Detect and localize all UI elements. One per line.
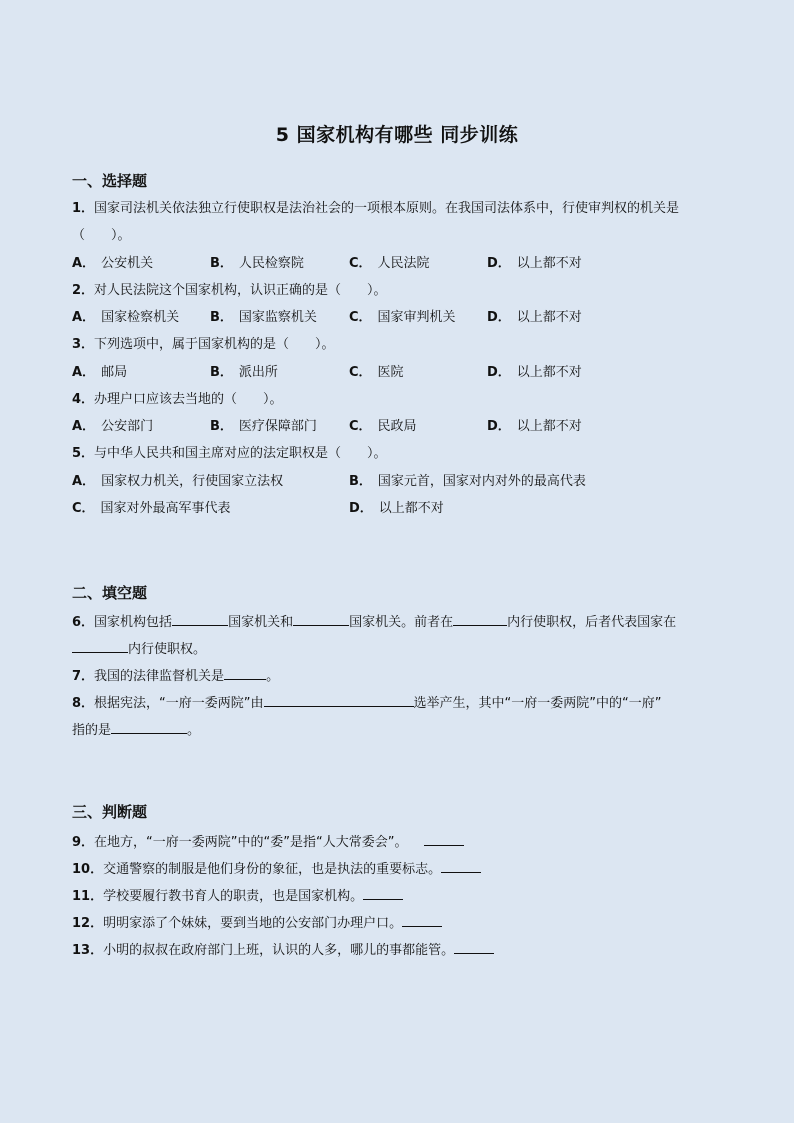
question-number: 4．: [72, 392, 95, 407]
option-letter: D．: [487, 256, 511, 271]
option-text: 人民检察院: [238, 256, 304, 271]
question-text: 小明的叔叔在政府部门上班，认识的人多，哪儿的事都能管。: [103, 943, 455, 958]
option-letter: C．: [349, 256, 372, 271]
option-text: 医疗保障部门: [238, 419, 317, 434]
option-d: [487, 418, 582, 436]
question-6: [72, 612, 676, 632]
option-text: 以上都不对: [378, 501, 444, 516]
option-text: 国家对外最高军事代表: [100, 501, 231, 516]
option-letter: C．: [349, 365, 372, 380]
option-letter: D．: [349, 501, 373, 516]
option-letter: C．: [349, 310, 372, 325]
option-c: [72, 500, 231, 518]
answer-blank[interactable]: [224, 666, 266, 680]
page-title: 5 国家机构有哪些 同步训练: [275, 124, 519, 146]
question-4-options: [72, 418, 732, 436]
question-1-continuation: （ ）。: [72, 228, 131, 243]
question-text: 对人民法院这个国家机构，认识正确的是（ ）。: [94, 283, 387, 298]
question-text: 国家机关。前者在: [349, 615, 454, 630]
option-b: [210, 255, 304, 273]
option-d: [349, 500, 444, 518]
option-letter: D．: [487, 419, 511, 434]
question-text: 内行使职权，后者代表国家在: [507, 615, 677, 630]
option-text: 国家监察机关: [238, 310, 317, 325]
answer-blank[interactable]: [363, 886, 403, 900]
option-letter: B．: [349, 474, 372, 489]
question-1-options: [72, 255, 732, 273]
question-8-continuation: [72, 720, 200, 740]
option-text: 国家权力机关，行使国家立法权: [101, 474, 284, 489]
question-text: 选举产生，其中“一府一委两院”中的“一府”: [413, 696, 662, 711]
question-number: 3．: [72, 337, 95, 352]
question-6-continuation: [72, 639, 206, 659]
option-letter: A．: [72, 419, 96, 434]
question-text: 交通警察的制服是他们身份的象征，也是执法的重要标志。: [103, 862, 442, 877]
question-text: 内行使职权。: [128, 642, 207, 657]
option-d: [487, 364, 582, 382]
question-text: 在地方，“一府一委两院”中的“委”是指“人大常委会”。: [94, 835, 414, 850]
question-number: 8．: [72, 696, 95, 711]
option-c: [349, 364, 404, 382]
section-heading-judge: 三、判断题: [72, 803, 148, 821]
question-3: [72, 336, 335, 354]
option-text: 医院: [377, 365, 404, 380]
option-letter: B．: [210, 256, 233, 271]
option-d: [487, 255, 582, 273]
question-5-options-row-2: [72, 500, 732, 518]
question-text: 国家机关和: [228, 615, 294, 630]
question-text: 。: [266, 669, 280, 684]
option-d: [487, 309, 582, 327]
option-text: 以上都不对: [516, 419, 582, 434]
option-text: 公安机关: [101, 256, 154, 271]
question-13: [72, 940, 494, 960]
question-3-options: [72, 364, 732, 382]
question-9: [72, 832, 464, 852]
option-a: [72, 418, 153, 436]
option-letter: C．: [349, 419, 372, 434]
question-12: [72, 913, 442, 933]
option-letter: A．: [72, 365, 96, 380]
question-11: [72, 886, 403, 906]
option-text: 以上都不对: [516, 310, 582, 325]
question-text: 国家司法机关依法独立行使职权是法治社会的一项根本原则。在我国司法体系中，行使审判权的机关是: [94, 201, 680, 216]
answer-blank[interactable]: [293, 612, 349, 626]
answer-blank[interactable]: [172, 612, 228, 626]
option-letter: A．: [72, 474, 96, 489]
question-text: 根据宪法，“一府一委两院”由: [94, 696, 264, 711]
option-letter: B．: [210, 419, 233, 434]
answer-blank[interactable]: [424, 832, 464, 846]
question-5: [72, 445, 387, 463]
question-4: [72, 391, 283, 409]
option-b: [210, 309, 317, 327]
option-text: 国家检察机关: [101, 310, 180, 325]
option-letter: C．: [72, 501, 95, 516]
option-b: [210, 364, 278, 382]
option-text: 国家审判机关: [377, 310, 456, 325]
question-text: 明明家添了个妹妹，要到当地的公安部门办理户口。: [103, 916, 403, 931]
question-number: 1．: [72, 201, 95, 216]
option-text: 派出所: [238, 365, 278, 380]
question-text: 学校要履行教书育人的职责，也是国家机构。: [103, 889, 364, 904]
option-a: [72, 364, 127, 382]
question-5-options-row-1: [72, 473, 732, 491]
option-text: 以上都不对: [516, 256, 582, 271]
question-text: 指的是: [72, 723, 112, 738]
section-heading-choice: 一、选择题: [72, 172, 148, 190]
option-a: [72, 309, 179, 327]
option-letter: B．: [210, 310, 233, 325]
option-letter: A．: [72, 310, 96, 325]
option-text: 人民法院: [377, 256, 430, 271]
question-text: 国家机构包括: [94, 615, 173, 630]
option-c: [349, 309, 456, 327]
question-number: 6．: [72, 615, 95, 630]
option-text: 民政局: [377, 419, 417, 434]
option-c: [349, 418, 417, 436]
question-text: 。: [187, 723, 201, 738]
option-letter: D．: [487, 365, 511, 380]
answer-blank[interactable]: [264, 693, 414, 707]
answer-blank[interactable]: [72, 639, 128, 653]
question-number: 9．: [72, 835, 95, 850]
question-number: 10．: [72, 862, 104, 877]
option-letter: B．: [210, 365, 233, 380]
section-heading-fill: 二、填空题: [72, 584, 148, 602]
option-text: 公安部门: [101, 419, 154, 434]
question-text: 我国的法律监督机关是: [94, 669, 225, 684]
option-a: [72, 255, 153, 273]
option-letter: D．: [487, 310, 511, 325]
option-text: 以上都不对: [516, 365, 582, 380]
question-8: [72, 693, 661, 713]
question-number: 12．: [72, 916, 104, 931]
option-b: [349, 473, 586, 491]
question-1: [72, 200, 679, 218]
question-10: [72, 859, 481, 879]
answer-blank[interactable]: [402, 913, 442, 927]
question-text: 办理户口应该去当地的（ ）。: [94, 392, 283, 407]
question-text: 与中华人民共和国主席对应的法定职权是（ ）。: [94, 446, 387, 461]
question-7: [72, 666, 279, 686]
question-number: 2．: [72, 283, 95, 298]
answer-blank[interactable]: [453, 612, 507, 626]
question-text: 下列选项中，属于国家机构的是（ ）。: [94, 337, 335, 352]
option-a: [72, 473, 283, 491]
option-b: [210, 418, 317, 436]
question-2-options: [72, 309, 732, 327]
question-2: [72, 282, 387, 300]
question-number: 5．: [72, 446, 95, 461]
answer-blank[interactable]: [454, 940, 494, 954]
option-text: 国家元首，国家对内对外的最高代表: [377, 474, 586, 489]
option-c: [349, 255, 430, 273]
answer-blank[interactable]: [441, 859, 481, 873]
question-number: 7．: [72, 669, 95, 684]
question-number: 13．: [72, 943, 104, 958]
answer-blank[interactable]: [111, 720, 187, 734]
option-text: 邮局: [101, 365, 128, 380]
option-letter: A．: [72, 256, 96, 271]
question-number: 11．: [72, 889, 104, 904]
